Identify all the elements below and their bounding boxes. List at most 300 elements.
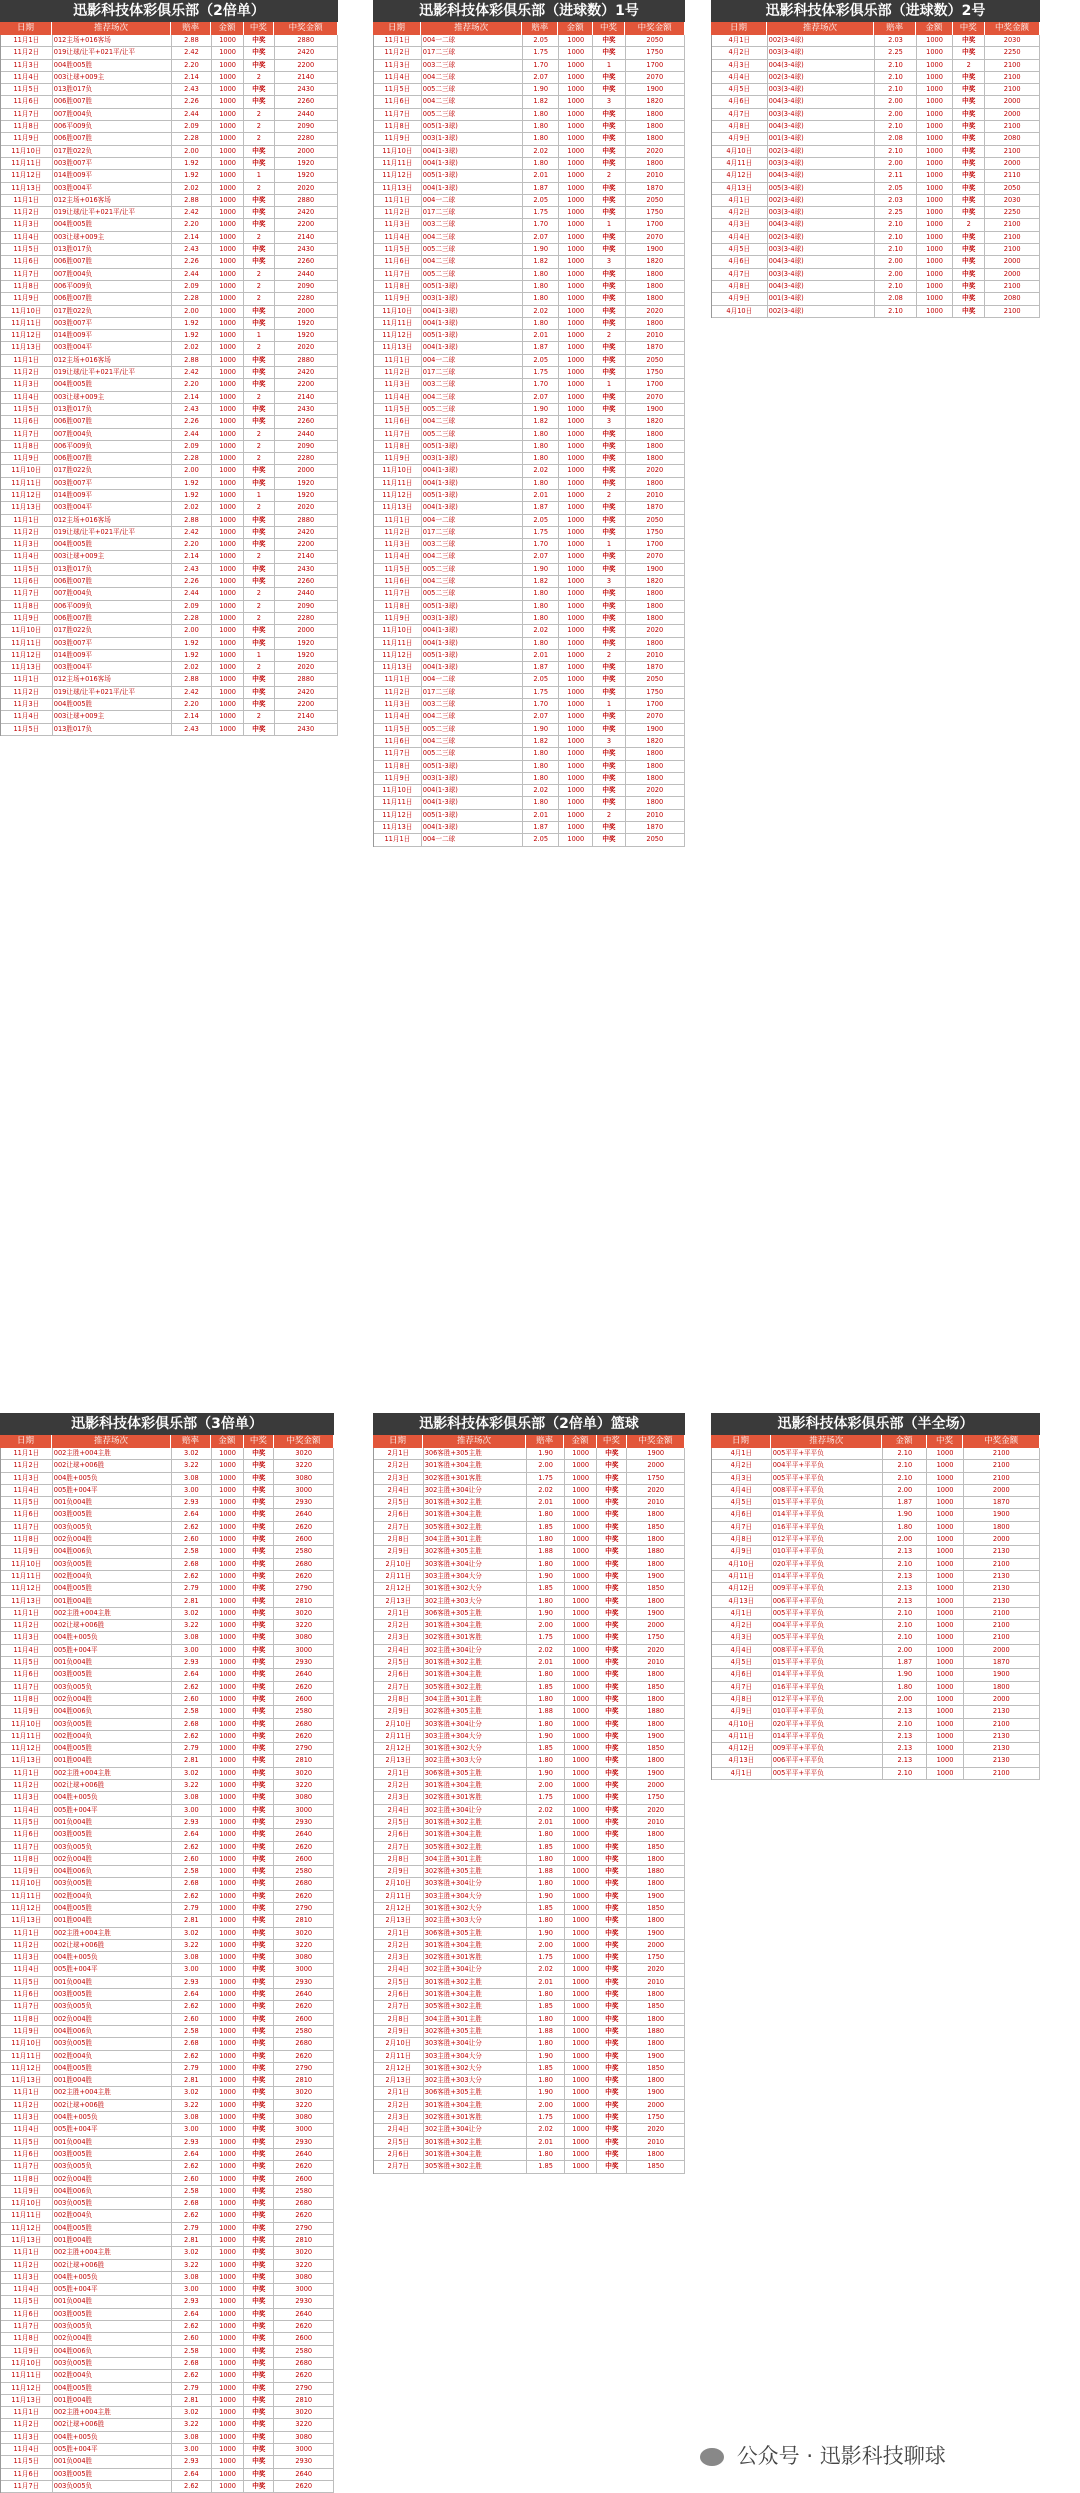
table-cell: 004(1-3球) bbox=[422, 638, 523, 649]
table-row bbox=[374, 1485, 685, 1497]
table-cell: 2.00 bbox=[875, 256, 917, 267]
table-cell: 1000 bbox=[559, 810, 593, 821]
table-cell: 2.64 bbox=[172, 1829, 212, 1840]
table-row bbox=[374, 1596, 685, 1608]
table-cell: 2100 bbox=[985, 84, 1040, 95]
table-cell: 11月11日 bbox=[1, 1891, 53, 1902]
table-cell: 2.62 bbox=[172, 1842, 212, 1853]
table-row bbox=[374, 1731, 685, 1743]
table-row bbox=[1, 2346, 334, 2358]
table-cell: 1000 bbox=[212, 1485, 244, 1496]
table-row bbox=[374, 133, 685, 145]
table-cell: 11月1日 bbox=[1, 1608, 53, 1619]
table-cell: 1000 bbox=[559, 404, 593, 415]
table-cell: 1000 bbox=[565, 1534, 597, 1545]
table-row bbox=[374, 219, 685, 231]
table-cell: 3 bbox=[593, 736, 625, 747]
table-cell: 11月7日 bbox=[1, 588, 53, 599]
table-cell: 2790 bbox=[274, 2223, 334, 2234]
table-cell: 3 bbox=[593, 256, 625, 267]
table-cell: 2.05 bbox=[523, 35, 559, 46]
table-cell: 11月7日 bbox=[1, 109, 53, 120]
table-cell: 1000 bbox=[212, 2001, 244, 2012]
table-cell: 3.00 bbox=[172, 2124, 212, 2135]
table-cell: 3000 bbox=[274, 1964, 334, 1975]
table-cell: 中奖 bbox=[244, 2419, 274, 2430]
table-cell: 11月1日 bbox=[374, 195, 422, 206]
table-cell: 013胜017负 bbox=[53, 244, 172, 255]
table-cell: 11月1日 bbox=[374, 834, 422, 845]
table-cell: 1000 bbox=[212, 1952, 244, 1963]
table-cell: 2930 bbox=[274, 2137, 334, 2148]
table-cell: 中奖 bbox=[244, 2333, 274, 2344]
table-header bbox=[0, 1435, 334, 1448]
table-row bbox=[1, 1534, 334, 1546]
table-cell: 中奖 bbox=[244, 1485, 274, 1496]
table-cell: 11月4日 bbox=[1, 232, 53, 243]
table-row bbox=[1, 465, 338, 477]
table-cell: 2.10 bbox=[875, 84, 917, 95]
table-cell: 1000 bbox=[559, 453, 593, 464]
table-cell: 1850 bbox=[627, 1903, 685, 1914]
table-cell: 11月8日 bbox=[374, 601, 422, 612]
table-cell: 中奖 bbox=[244, 1780, 274, 1791]
table-cell: 1000 bbox=[565, 1854, 597, 1865]
table-row bbox=[1, 109, 338, 121]
table-cell: 3020 bbox=[274, 2407, 334, 2418]
table-cell: 2.00 bbox=[883, 1534, 927, 1545]
table-cell: 003负005胜 bbox=[53, 2198, 172, 2209]
table-cell: 4月9日 bbox=[712, 1546, 772, 1557]
table-row bbox=[1, 699, 338, 711]
table-cell: 1900 bbox=[627, 2051, 685, 2062]
table-cell: 003负005负 bbox=[53, 2481, 172, 2492]
table-cell: 2930 bbox=[274, 2296, 334, 2307]
table-cell: 1750 bbox=[626, 527, 685, 538]
table-row bbox=[374, 638, 685, 650]
table-row bbox=[1, 453, 338, 465]
table-cell: 11月3日 bbox=[1, 1952, 53, 1963]
table-cell: 005(1-3球) bbox=[422, 281, 523, 292]
table-cell: 2930 bbox=[274, 1977, 334, 1988]
table-cell: 中奖 bbox=[244, 699, 274, 710]
table-row bbox=[374, 1632, 685, 1644]
table-cell: 2790 bbox=[274, 2063, 334, 2074]
table-cell: 中奖 bbox=[597, 1460, 627, 1471]
table-cell: 2.13 bbox=[883, 1546, 927, 1557]
table-cell: 中奖 bbox=[593, 121, 625, 132]
table-cell: 11月1日 bbox=[1, 35, 53, 46]
table-cell: 003负005胜 bbox=[53, 2038, 172, 2049]
table-cell: 004胜+005负 bbox=[53, 2272, 172, 2283]
table-row bbox=[1, 1546, 334, 1558]
table-cell: 1.88 bbox=[527, 1546, 565, 1557]
table-cell: 2010 bbox=[627, 1817, 685, 1828]
table-cell: 003(3-4球) bbox=[768, 269, 875, 280]
table-cell: 1.80 bbox=[527, 1989, 565, 2000]
table-cell: 11月12日 bbox=[1, 170, 53, 181]
table-cell: 2100 bbox=[985, 60, 1040, 71]
table-cell: 1000 bbox=[212, 2272, 244, 2283]
column-header: 中奖 bbox=[593, 22, 625, 35]
table-header bbox=[711, 22, 1040, 35]
table-row bbox=[374, 47, 685, 59]
table-cell: 1850 bbox=[627, 1842, 685, 1853]
table-cell: 005(1-3球) bbox=[422, 170, 523, 181]
table-cell: 1.75 bbox=[523, 47, 559, 58]
table-cell: 004胜006负 bbox=[53, 2186, 172, 2197]
table-cell: 2100 bbox=[985, 219, 1040, 230]
table-row bbox=[1, 1977, 334, 1989]
table-cell: 2月5日 bbox=[374, 1497, 424, 1508]
table-cell: 1800 bbox=[626, 318, 685, 329]
table-cell: 11月3日 bbox=[374, 60, 422, 71]
table-row bbox=[1, 2432, 334, 2444]
table-cell: 2020 bbox=[275, 502, 338, 513]
table-cell: 1 bbox=[593, 699, 625, 710]
table-cell: 11月3日 bbox=[1, 1792, 53, 1803]
table-cell: 2.43 bbox=[172, 84, 212, 95]
table-row bbox=[1, 1522, 334, 1534]
table-cell: 11月5日 bbox=[374, 244, 422, 255]
table-cell: 2.09 bbox=[172, 281, 212, 292]
table-cell: 中奖 bbox=[244, 1596, 274, 1607]
table-cell: 2.00 bbox=[527, 1780, 565, 1791]
table-cell: 1.80 bbox=[523, 588, 559, 599]
table-cell: 中奖 bbox=[244, 1645, 274, 1656]
table-cell: 2月7日 bbox=[374, 2161, 424, 2172]
table-cell: 005胜+004平 bbox=[53, 1485, 172, 1496]
table-cell: 2930 bbox=[274, 1497, 334, 1508]
table-cell: 004一二球 bbox=[422, 35, 523, 46]
table-cell: 1000 bbox=[927, 1473, 963, 1484]
table-cell: 11月9日 bbox=[374, 453, 422, 464]
table-cell: 1.80 bbox=[527, 1915, 565, 1926]
table-cell: 中奖 bbox=[244, 2456, 274, 2467]
table-row bbox=[712, 133, 1040, 145]
table-row bbox=[712, 1682, 1040, 1694]
table-cell: 11月2日 bbox=[1, 2260, 53, 2271]
table-cell: 1.90 bbox=[527, 1928, 565, 1939]
table-cell: 中奖 bbox=[244, 2014, 274, 2025]
table-cell: 2.00 bbox=[172, 465, 212, 476]
table-cell: 1000 bbox=[917, 219, 953, 230]
table-cell: 1900 bbox=[626, 84, 685, 95]
table-cell: 11月9日 bbox=[1, 613, 53, 624]
table-cell: 2100 bbox=[964, 1608, 1040, 1619]
table-cell: 中奖 bbox=[597, 1731, 627, 1742]
table-cell: 2580 bbox=[274, 2186, 334, 2197]
table-cell: 1000 bbox=[565, 2124, 597, 2135]
table-cell: 2200 bbox=[275, 219, 338, 230]
table-cell: 中奖 bbox=[953, 256, 985, 267]
table-cell: 1000 bbox=[212, 2444, 244, 2455]
table-row bbox=[374, 2100, 685, 2112]
table-cell: 2.64 bbox=[172, 2149, 212, 2160]
table-row bbox=[1, 1964, 334, 1976]
table-cell: 005(1-3球) bbox=[422, 761, 523, 772]
table-cell: 2.68 bbox=[172, 2038, 212, 2049]
table-cell: 3.02 bbox=[172, 1448, 212, 1459]
table-row bbox=[1, 256, 338, 268]
table-cell: 2020 bbox=[275, 342, 338, 353]
table-row bbox=[374, 1878, 685, 1890]
table-cell: 中奖 bbox=[953, 293, 985, 304]
table-cell: 1000 bbox=[917, 109, 953, 120]
table-row bbox=[374, 1497, 685, 1509]
table-cell: 003二三球 bbox=[422, 379, 523, 390]
table-cell: 3020 bbox=[274, 1928, 334, 1939]
table-row bbox=[1, 2186, 334, 2198]
table-cell: 1000 bbox=[565, 2014, 597, 2025]
table-cell: 1.87 bbox=[883, 1497, 927, 1508]
table-row bbox=[374, 1571, 685, 1583]
table-cell: 1000 bbox=[559, 564, 593, 575]
table-cell: 1750 bbox=[627, 1792, 685, 1803]
table-cell: 1000 bbox=[212, 2456, 244, 2467]
table-cell: 1.88 bbox=[527, 2026, 565, 2037]
table-cell: 1870 bbox=[964, 1497, 1040, 1508]
table-cell: 2.62 bbox=[172, 2370, 212, 2381]
table-cell: 1000 bbox=[559, 797, 593, 808]
table-cell: 1000 bbox=[212, 2100, 244, 2111]
table-cell: 1000 bbox=[212, 2469, 244, 2480]
table-cell: 1.90 bbox=[883, 1669, 927, 1680]
table-row bbox=[1, 1497, 334, 1509]
table-cell: 2.14 bbox=[172, 72, 212, 83]
table-cell: 中奖 bbox=[953, 207, 985, 218]
column-header: 赔率 bbox=[526, 1435, 564, 1448]
table-cell: 中奖 bbox=[244, 1854, 274, 1865]
table-cell: 2 bbox=[244, 133, 274, 144]
table-cell: 2420 bbox=[275, 207, 338, 218]
table-cell: 2.81 bbox=[172, 2235, 212, 2246]
table-cell: 1.80 bbox=[527, 1534, 565, 1545]
table-cell: 2.58 bbox=[172, 1546, 212, 1557]
table-cell: 中奖 bbox=[244, 416, 274, 427]
table-cell: 1000 bbox=[559, 306, 593, 317]
table-row bbox=[374, 416, 685, 428]
table-cell: 302主胜+303大分 bbox=[424, 1596, 527, 1607]
table-cell: 中奖 bbox=[244, 2112, 274, 2123]
table-cell: 302客胜+301客胜 bbox=[424, 1952, 527, 1963]
table-cell: 11月13日 bbox=[1, 1596, 53, 1607]
table-cell: 中奖 bbox=[244, 2174, 274, 2185]
table-cell: 中奖 bbox=[244, 478, 274, 489]
table-row bbox=[374, 478, 685, 490]
table-cell: 1000 bbox=[565, 1608, 597, 1619]
table-cell: 11月2日 bbox=[1, 2419, 53, 2430]
table-cell: 1.80 bbox=[523, 281, 559, 292]
table-cell: 304主胜+301主胜 bbox=[424, 2014, 527, 2025]
table-row bbox=[712, 1620, 1040, 1632]
table-cell: 1000 bbox=[565, 1448, 597, 1459]
table-cell: 中奖 bbox=[953, 121, 985, 132]
table-cell: 2月1日 bbox=[374, 1928, 424, 1939]
table-cell: 004一二球 bbox=[422, 355, 523, 366]
table-cell: 1000 bbox=[917, 72, 953, 83]
table-cell: 2.93 bbox=[172, 1817, 212, 1828]
table-row bbox=[712, 1522, 1040, 1534]
table-cell: 1000 bbox=[927, 1682, 963, 1693]
table-cell: 2.05 bbox=[523, 195, 559, 206]
table-cell: 2.79 bbox=[172, 1743, 212, 1754]
table-cell: 1850 bbox=[627, 2161, 685, 2172]
table-cell: 1000 bbox=[565, 1682, 597, 1693]
table-cell: 2月6日 bbox=[374, 1989, 424, 2000]
table-cell: 中奖 bbox=[593, 625, 625, 636]
table-row bbox=[1, 650, 338, 662]
table-cell: 3.02 bbox=[172, 2407, 212, 2418]
table-cell: 4月5日 bbox=[712, 1497, 772, 1508]
table-cell: 2.13 bbox=[883, 1583, 927, 1594]
table-cell: 3000 bbox=[274, 1645, 334, 1656]
table-cell: 2.81 bbox=[172, 1596, 212, 1607]
table-cell: 2100 bbox=[985, 146, 1040, 157]
table-cell: 2月5日 bbox=[374, 1977, 424, 1988]
table-cell: 2.43 bbox=[172, 724, 212, 735]
table-cell: 002主胜+004主胜 bbox=[53, 1768, 172, 1779]
results-table-panel bbox=[711, 1413, 1040, 1780]
table-cell: 2.64 bbox=[172, 2309, 212, 2320]
table-cell: 1000 bbox=[212, 2038, 244, 2049]
table-cell: 2280 bbox=[275, 453, 338, 464]
table-cell: 1000 bbox=[559, 429, 593, 440]
table-cell: 004胜005胜 bbox=[53, 2223, 172, 2234]
table-cell: 中奖 bbox=[593, 84, 625, 95]
table-cell: 1850 bbox=[627, 1743, 685, 1754]
table-row bbox=[1, 330, 338, 342]
table-cell: 1000 bbox=[212, 1940, 244, 1951]
table-cell: 11月11日 bbox=[1, 318, 53, 329]
table-cell: 中奖 bbox=[244, 2321, 274, 2332]
table-row bbox=[374, 1866, 685, 1878]
table-cell: 2100 bbox=[964, 1460, 1040, 1471]
table-cell: 2.62 bbox=[172, 2481, 212, 2492]
table-cell: 1000 bbox=[559, 699, 593, 710]
table-cell: 2.14 bbox=[172, 232, 212, 243]
table-cell: 301客胜+304主胜 bbox=[424, 1620, 527, 1631]
column-header: 金额 bbox=[558, 22, 592, 35]
table-cell: 2580 bbox=[274, 2346, 334, 2357]
table-cell: 1000 bbox=[212, 441, 244, 452]
table-cell: 1000 bbox=[559, 761, 593, 772]
table-cell: 1.82 bbox=[523, 736, 559, 747]
table-cell: 1000 bbox=[212, 1731, 244, 1742]
table-cell: 中奖 bbox=[597, 1559, 627, 1570]
table-cell: 4月2日 bbox=[712, 1460, 772, 1471]
table-cell: 2.62 bbox=[172, 1522, 212, 1533]
table-cell: 中奖 bbox=[244, 564, 274, 575]
table-cell: 11月9日 bbox=[1, 2186, 53, 2197]
table-cell: 2810 bbox=[274, 1596, 334, 1607]
table-cell: 1000 bbox=[917, 269, 953, 280]
table-cell: 1000 bbox=[565, 1473, 597, 1484]
table-cell: 004(1-3球) bbox=[422, 662, 523, 673]
column-header: 中奖 bbox=[953, 22, 985, 35]
table-cell: 中奖 bbox=[244, 306, 274, 317]
table-row bbox=[1, 2100, 334, 2112]
table-cell: 002(3-4球) bbox=[768, 146, 875, 157]
table-cell: 11月7日 bbox=[374, 588, 422, 599]
table-cell: 2.79 bbox=[172, 1583, 212, 1594]
table-cell: 2.60 bbox=[172, 1694, 212, 1705]
table-cell: 005(1-3球) bbox=[422, 490, 523, 501]
table-cell: 11月2日 bbox=[1, 527, 53, 538]
table-cell: 1000 bbox=[927, 1755, 963, 1766]
table-cell: 4月10日 bbox=[712, 146, 768, 157]
table-cell: 2月11日 bbox=[374, 1731, 424, 1742]
table-cell: 1000 bbox=[559, 822, 593, 833]
table-cell: 1 bbox=[593, 539, 625, 550]
table-cell: 中奖 bbox=[244, 2481, 274, 2492]
table-cell: 2 bbox=[244, 441, 274, 452]
table-cell: 4月5日 bbox=[712, 244, 768, 255]
table-row bbox=[1, 207, 338, 219]
table-cell: 2.02 bbox=[527, 1645, 565, 1656]
table-cell: 005二三球 bbox=[422, 404, 523, 415]
table-cell: 001负004胜 bbox=[53, 1657, 172, 1668]
column-header: 中奖金额 bbox=[963, 1435, 1040, 1448]
column-header: 金额 bbox=[916, 22, 952, 35]
table-cell: 2140 bbox=[275, 72, 338, 83]
table-cell: 2 bbox=[953, 60, 985, 71]
table-cell: 2.62 bbox=[172, 2051, 212, 2062]
table-cell: 1800 bbox=[964, 1522, 1040, 1533]
table-row bbox=[712, 1583, 1040, 1595]
table-cell: 11月11日 bbox=[1, 2051, 53, 2062]
table-cell: 2100 bbox=[964, 1473, 1040, 1484]
table-cell: 1 bbox=[244, 650, 274, 661]
table-row bbox=[1, 158, 338, 170]
table-cell: 2260 bbox=[275, 416, 338, 427]
table-cell: 中奖 bbox=[244, 1805, 274, 1816]
table-cell: 2880 bbox=[275, 35, 338, 46]
table-cell: 301客胜+304主胜 bbox=[424, 1509, 527, 1520]
table-cell: 1750 bbox=[627, 1473, 685, 1484]
table-cell: 2100 bbox=[985, 232, 1040, 243]
table-cell: 11月4日 bbox=[1, 711, 53, 722]
table-cell: 2 bbox=[244, 293, 274, 304]
table-cell: 11月9日 bbox=[1, 1706, 53, 1717]
table-row bbox=[1, 1460, 334, 1472]
table-row bbox=[712, 1657, 1040, 1669]
table-cell: 3.22 bbox=[172, 1460, 212, 1471]
table-cell: 001胜004胜 bbox=[53, 1596, 172, 1607]
table-cell: 1000 bbox=[565, 2063, 597, 2074]
table-row bbox=[374, 232, 685, 244]
table-cell: 002主胜+004主胜 bbox=[53, 2407, 172, 2418]
table-cell: 303客胜+304让分 bbox=[424, 1878, 527, 1889]
table-cell: 1000 bbox=[212, 2419, 244, 2430]
table-cell: 2070 bbox=[626, 392, 685, 403]
table-cell: 004二三球 bbox=[422, 232, 523, 243]
table-cell: 3080 bbox=[274, 1473, 334, 1484]
table-cell: 11月2日 bbox=[1, 1780, 53, 1791]
table-row bbox=[1, 674, 338, 686]
table-header bbox=[373, 1435, 685, 1448]
table-cell: 2.44 bbox=[172, 109, 212, 120]
table-cell: 中奖 bbox=[244, 1964, 274, 1975]
table-cell: 004一二球 bbox=[422, 195, 523, 206]
table-cell: 2420 bbox=[275, 527, 338, 538]
table-cell: 1000 bbox=[212, 256, 244, 267]
table-cell: 1000 bbox=[559, 515, 593, 526]
table-cell: 2600 bbox=[274, 2014, 334, 2025]
table-cell: 012平平+平平负 bbox=[772, 1694, 884, 1705]
table-cell: 中奖 bbox=[597, 1620, 627, 1631]
table-cell: 3020 bbox=[274, 1448, 334, 1459]
